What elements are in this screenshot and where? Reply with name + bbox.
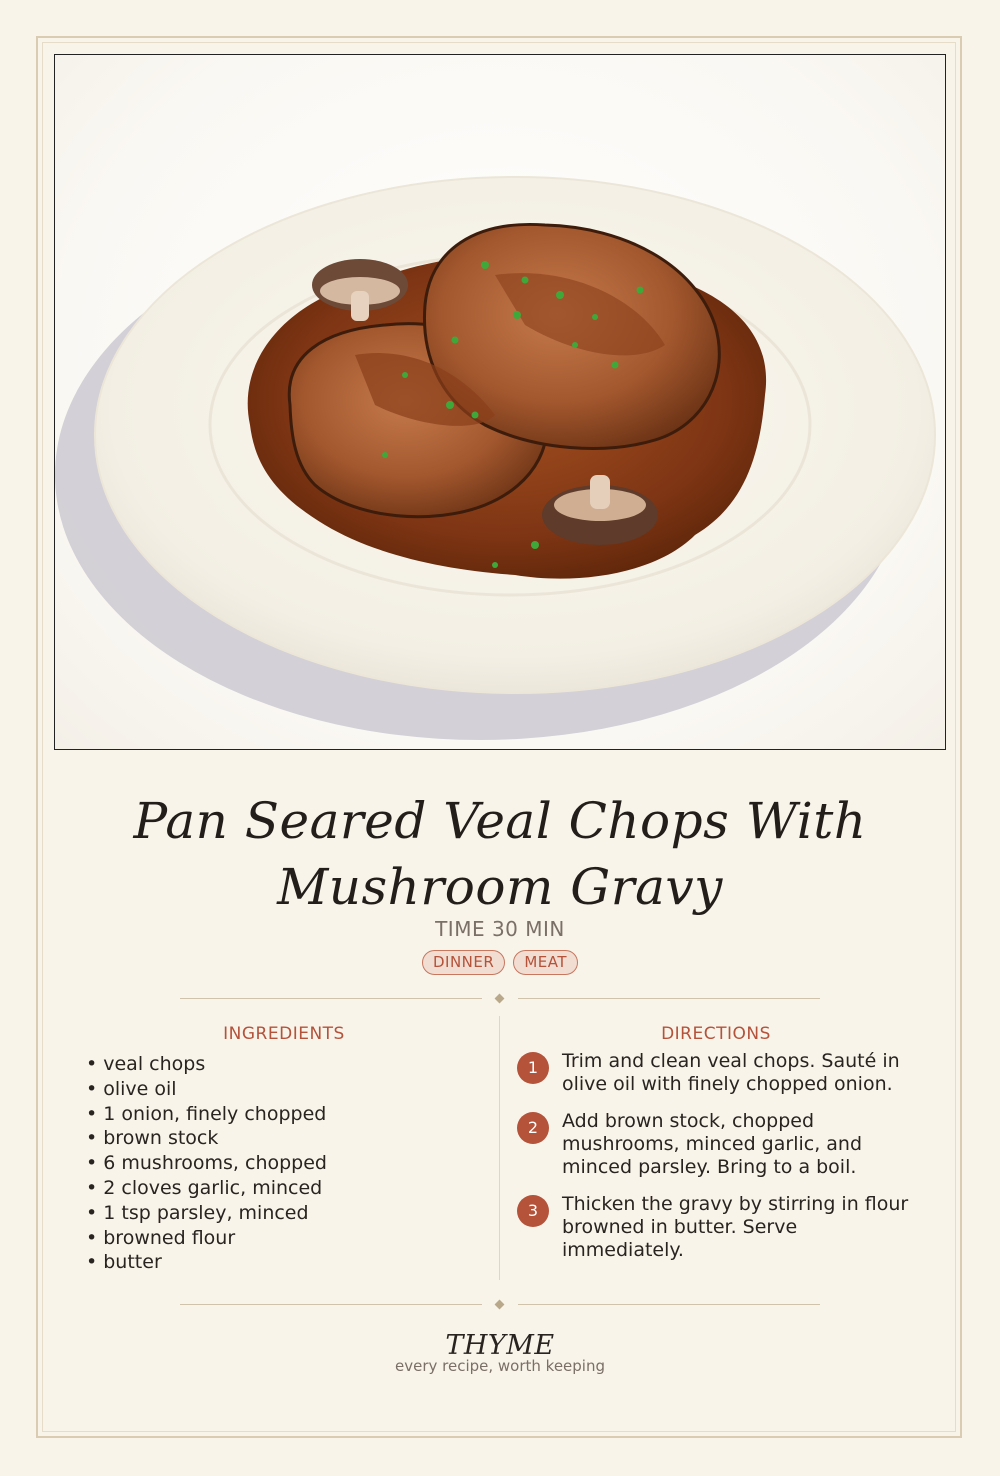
step-number-badge: 1 [517,1052,549,1084]
veal-chops-plate-drawing [55,55,945,749]
directions-heading: DIRECTIONS [661,1024,771,1044]
tag-meat[interactable]: MEAT [513,950,578,975]
list-item: • veal chops [86,1052,486,1077]
step-text: Add brown stock, chopped mushrooms, minced garlic, and minced parsley. Bring to a boil. [562,1110,863,1178]
recipe-illustration [54,54,946,750]
directions-list [517,1050,917,1262]
diamond-ornament-icon [495,1300,505,1310]
list-item: • olive oil [86,1077,486,1102]
step-number-badge: 3 [517,1195,549,1227]
step-text: Trim and clean veal chops. Sauté in olive oil with finely chopped onion. [562,1050,900,1095]
list-item: • brown stock [86,1126,486,1151]
list-item: • browned flour [86,1226,486,1251]
brand-tagline: every recipe, worth keeping [394,1357,605,1375]
list-item: • butter [86,1250,486,1275]
direction-step-2 [517,1110,917,1179]
diamond-ornament-icon [495,994,505,1004]
ingredients-heading: INGREDIENTS [223,1024,345,1044]
step-number-badge: 2 [517,1112,549,1144]
ingredients-list [86,1052,486,1275]
list-item: • 1 tsp parsley, minced [86,1201,486,1226]
divider-top [180,993,820,1005]
list-item: • 1 onion, finely chopped [86,1102,486,1127]
divider-bottom [180,1299,820,1311]
tag-list [0,950,1000,975]
column-separator [499,1016,500,1280]
cook-time: TIME 30 MIN [435,917,565,941]
direction-step-1 [517,1050,917,1096]
tag-dinner[interactable]: DINNER [422,950,505,975]
step-text: Thicken the gravy by stirring in flour browned in butter. Serve immediately. [562,1193,909,1261]
list-item: • 2 cloves garlic, minced [86,1176,486,1201]
recipe-title: Pan Seared Veal Chops With Mushroom Gravy [133,792,867,916]
list-item: • 6 mushrooms, chopped [86,1151,486,1176]
direction-step-3 [517,1193,917,1262]
brand-logo: THYME [445,1330,555,1361]
